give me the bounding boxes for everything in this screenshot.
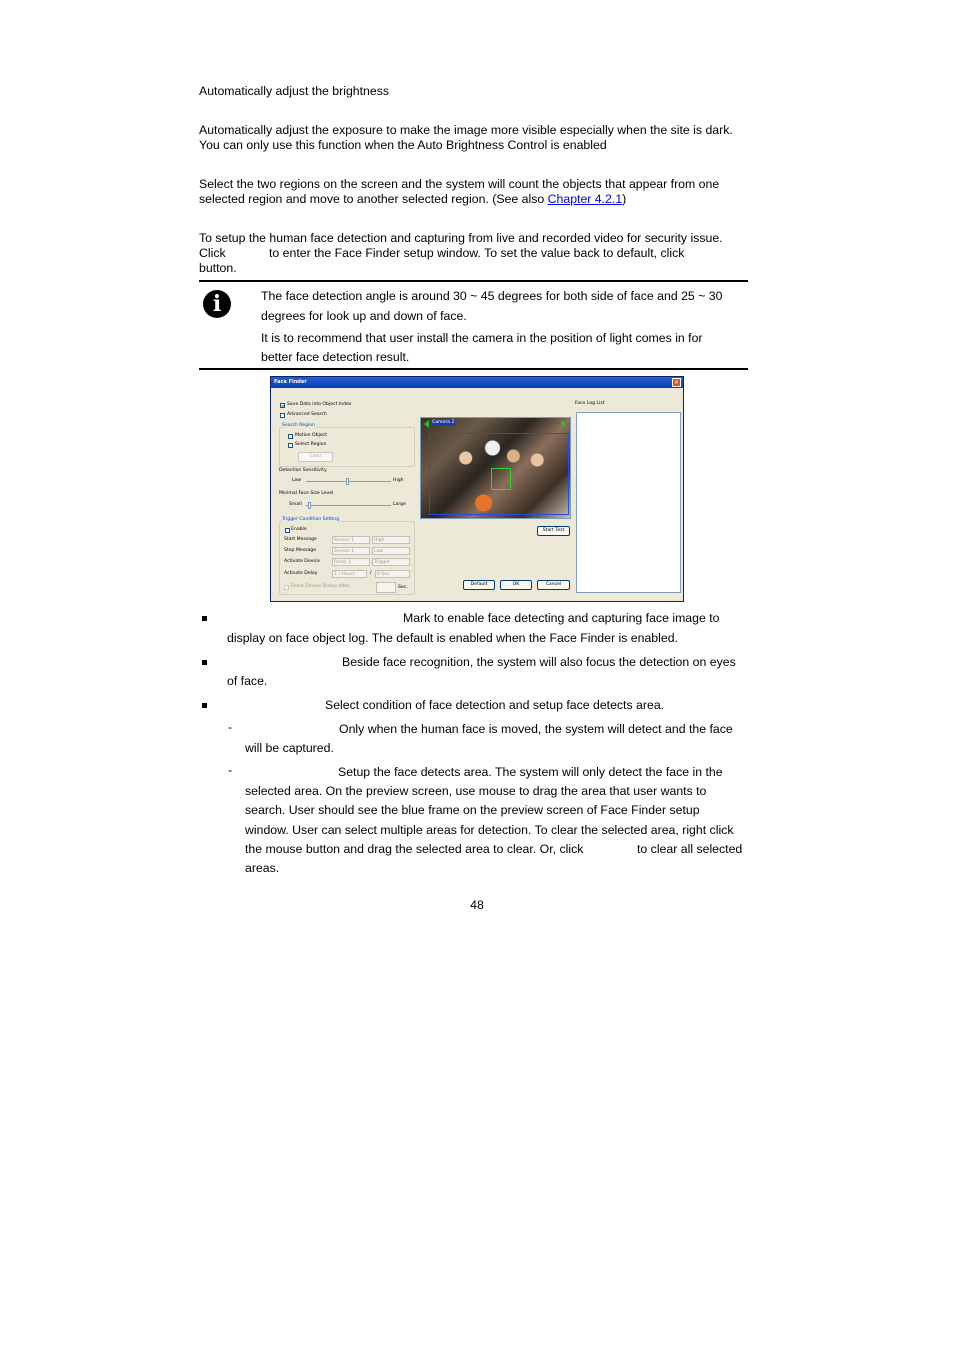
activate-delay-sec-select[interactable] xyxy=(375,570,410,578)
sec-label: Sec. xyxy=(398,585,408,590)
window-titlebar xyxy=(271,377,683,388)
face-size-large-label: Large xyxy=(393,502,406,507)
sub-1-line-1: Only when the human face is moved, the system will detect and the face xyxy=(339,722,733,736)
sub-1-dash: - xyxy=(228,720,233,734)
cancel-button[interactable]: Cancel xyxy=(537,580,570,590)
activate-device-label: Activate Device xyxy=(284,559,320,564)
bullet-2-marker xyxy=(202,660,207,665)
activate-delay-label: Activate Delay xyxy=(284,571,318,576)
reset-device-input[interactable] xyxy=(376,582,396,593)
sensitivity-slider[interactable] xyxy=(346,478,349,485)
face-line-2: to enter the Face Finder setup window. To set the value back to default, click xyxy=(269,246,685,260)
stop-message-sensor-select[interactable] xyxy=(332,547,370,555)
face-size-slider[interactable] xyxy=(308,502,311,509)
face-line-3: button. xyxy=(199,261,237,275)
face-log-list-label: Face Log List xyxy=(575,401,605,406)
chapter-link[interactable]: Chapter 4.2.1 xyxy=(547,192,623,206)
stop-message-label: Stop Message xyxy=(284,548,317,553)
select-region-label: Select Region xyxy=(295,442,327,447)
save-data-checkbox[interactable] xyxy=(280,403,285,408)
start-test-button[interactable]: Start Test xyxy=(537,526,570,536)
face-size-track xyxy=(306,505,391,506)
save-data-label: Save Data into Object Index xyxy=(287,402,352,407)
advanced-search-label: Advanced Search xyxy=(287,412,327,417)
sub-2-line-2: selected area. On the preview screen, use mouse to drag the area that user wants to xyxy=(245,784,707,798)
reset-device-label: Reset Device Status after xyxy=(291,584,350,589)
bullet-1-line-2: display on face object log. The default is enabled when the Face Finder is enabled. xyxy=(227,631,678,645)
activate-device-select[interactable] xyxy=(332,558,370,566)
clear-button[interactable]: Clear xyxy=(298,452,333,462)
bullet-3-marker xyxy=(202,703,207,708)
face-line-2-click: Click xyxy=(199,246,226,260)
stop-message-level-select[interactable] xyxy=(372,547,410,555)
motion-object-label: Motion Object xyxy=(295,433,327,438)
camera-label: Camera 2 xyxy=(432,420,455,425)
sensitivity-low-label: Low xyxy=(292,478,302,483)
brightness-text: Automatically adjust the brightness xyxy=(199,84,390,98)
sub-2-line-6: areas. xyxy=(245,861,280,875)
face-log-list[interactable] xyxy=(576,412,681,593)
start-message-label: Start Message xyxy=(284,537,317,542)
enable-checkbox[interactable] xyxy=(285,528,290,533)
search-region-heading: Search Region xyxy=(282,423,315,428)
info-icon: i xyxy=(203,290,231,318)
regions-line-1: Select the two regions on the screen and the system will count the objects that appear from one xyxy=(199,177,720,191)
regions-close-paren: ) xyxy=(622,192,627,206)
sub-2-dash: - xyxy=(228,763,233,777)
start-message-level-select[interactable] xyxy=(372,536,410,544)
bullet-3-line-1: Select condition of face detection and setup face detects area. xyxy=(325,698,665,712)
exposure-line-1: Automatically adjust the exposure to make the image more visible especially when the site is dark. xyxy=(199,123,733,137)
sub-1-line-2: will be captured. xyxy=(245,741,334,755)
reset-device-checkbox[interactable] xyxy=(284,585,289,590)
stop-sensor-value: Sensor 1 xyxy=(334,549,355,554)
right-arrow-icon xyxy=(561,420,566,428)
ok-button[interactable]: OK xyxy=(500,580,532,590)
window-title: Face Finder xyxy=(274,379,307,385)
sub-2-line-3: search. User should see the blue frame on the preview screen of Face Finder setup xyxy=(245,803,700,817)
minimal-face-size-label: Minimal Face Size Level xyxy=(279,491,334,496)
delay-hours-value: 1 / Hours xyxy=(334,572,355,577)
face-finder-window xyxy=(270,376,684,602)
enable-label: Enable xyxy=(291,527,307,532)
note-bottom-rule xyxy=(199,368,748,370)
start-level-value: High xyxy=(374,538,385,543)
delay-separator: / xyxy=(370,571,372,576)
page-number: 48 xyxy=(470,898,484,912)
left-arrow-icon xyxy=(424,420,429,428)
note-line-4: better face detection result. xyxy=(261,350,410,364)
default-button[interactable]: Default xyxy=(463,580,495,590)
bullet-1-line-1: Mark to enable face detecting and capturing face image to xyxy=(403,611,720,625)
sub-2-line-1: Setup the face detects area. The system will only detect the face in the xyxy=(338,765,723,779)
sensitivity-high-label: High xyxy=(393,478,404,483)
trigger-condition-heading: Trigger Condition Setting xyxy=(282,517,340,522)
select-region-checkbox[interactable] xyxy=(288,443,293,448)
camera-preview[interactable] xyxy=(420,417,571,519)
relay-value: Relay 1 xyxy=(334,560,352,565)
note-top-rule xyxy=(199,280,748,282)
face-size-small-label: Small xyxy=(289,502,302,507)
regions-line-2 xyxy=(199,192,759,207)
detection-sensitivity-label: Detection Sensitivity xyxy=(279,468,327,473)
note-line-2: degrees for look up and down of face. xyxy=(261,309,467,323)
start-sensor-value: Sensor 1 xyxy=(334,538,355,543)
exposure-line-2: You can only use this function when the Auto Brightness Control is enabled xyxy=(199,138,607,152)
trigger-value: Trigger xyxy=(374,560,390,565)
bullet-2-line-2: of face. xyxy=(227,674,268,688)
face-detect-box xyxy=(491,468,511,490)
start-message-sensor-select[interactable] xyxy=(332,536,370,544)
regions-text: selected region and move to another selected region. (See also xyxy=(199,192,548,206)
bullet-1-marker xyxy=(202,616,207,621)
note-line-1: The face detection angle is around 30 ~ 45 degrees for both side of face and 25 ~ 30 xyxy=(261,289,723,303)
delay-sec-value: 0 Sec. xyxy=(377,572,392,577)
bullet-2-line-1: Beside face recognition, the system will also focus the detection on eyes xyxy=(342,655,736,669)
stop-level-value: Low xyxy=(374,549,384,554)
sub-2-line-4: window. User can select multiple areas for detection. To clear the selected area, right click xyxy=(245,823,734,837)
activate-device-mode-select[interactable] xyxy=(372,558,410,566)
close-icon[interactable]: × xyxy=(673,379,680,386)
sub-2-line-5: the mouse button and drag the selected area to clear. Or, click xyxy=(245,842,584,856)
note-line-3: It is to recommend that user install the camera in the position of light comes in for xyxy=(261,331,703,345)
face-line-1: To setup the human face detection and capturing from live and recorded video for security issue. xyxy=(199,231,723,245)
motion-object-checkbox[interactable] xyxy=(288,434,293,439)
sub-2-line-5-end: to clear all selected xyxy=(637,842,743,856)
advanced-search-checkbox[interactable] xyxy=(280,413,285,418)
activate-delay-hours-select[interactable] xyxy=(332,570,367,578)
